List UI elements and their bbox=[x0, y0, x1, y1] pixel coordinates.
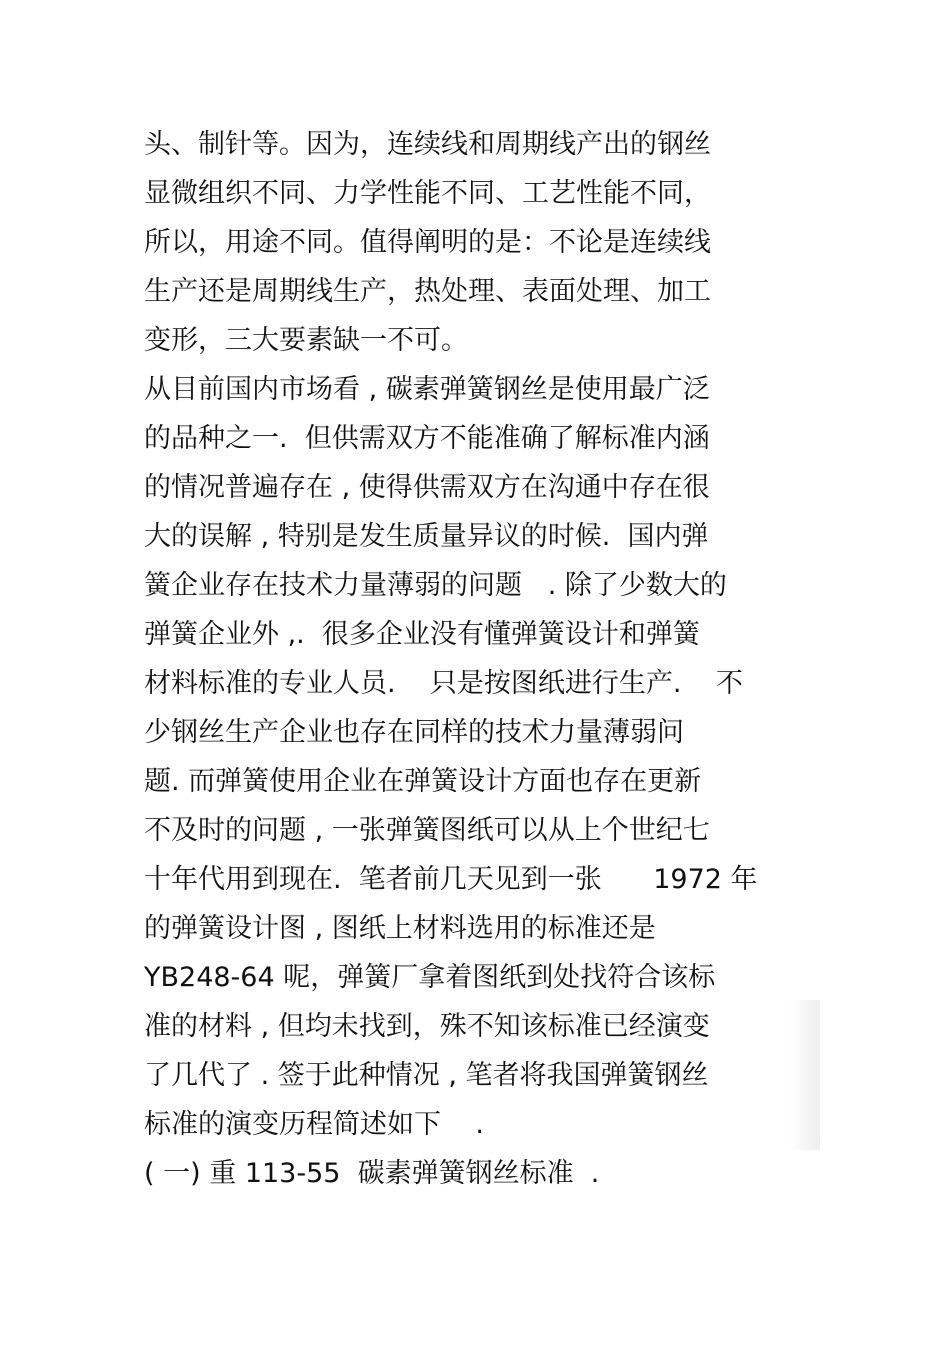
text-line: 标准的演变历程简述如下 . bbox=[144, 1109, 484, 1140]
text-line: 的弹簧设计图 , 图纸上材料选用的标准还是 bbox=[144, 913, 656, 944]
text-line: 生产还是周期线生产，热处理、表面处理、加工 bbox=[144, 276, 711, 307]
text-line: YB248-64 呢，弹簧厂拿着图纸到处找符合该标 bbox=[144, 962, 716, 993]
text-line: 显微组织不同、力学性能不同、工艺性能不同， bbox=[144, 178, 711, 209]
text-line: 头、制针等。因为，连续线和周期线产出的钢丝 bbox=[144, 129, 711, 160]
text-line: 材料标准的专业人员. 只是按图纸进行生产. 不 bbox=[144, 668, 743, 699]
text-line: 了几代了 . 签于此种情况 , 笔者将我国弹簧钢丝 bbox=[144, 1060, 709, 1091]
text-line: 少钢丝生产企业也存在同样的技术力量薄弱问 bbox=[144, 717, 684, 748]
text-line: 题. 而弹簧使用企业在弹簧设计方面也存在更新 bbox=[144, 766, 702, 797]
text-line: 所以，用途不同。值得阐明的是：不论是连续线 bbox=[144, 227, 711, 258]
text-line: 变形，三大要素缺一不可。 bbox=[144, 325, 468, 356]
text-line: 准的材料 , 但均未找到，殊不知该标准已经演变 bbox=[144, 1011, 710, 1042]
text-line: 弹簧企业外 ,. 很多企业没有懂弹簧设计和弹簧 bbox=[144, 619, 700, 650]
text-line: 的品种之一. 但供需双方不能准确了解标准内涵 bbox=[144, 423, 710, 454]
text-line: 不及时的问题 , 一张弹簧图纸可以从上个世纪七 bbox=[144, 815, 710, 846]
scan-shadow bbox=[790, 1000, 820, 1150]
text-line: 簧企业存在技术力量薄弱的问题 . 除了少数大的 bbox=[144, 570, 727, 601]
text-line: 从目前国内市场看 , 碳素弹簧钢丝是使用最广泛 bbox=[144, 374, 710, 405]
section-heading: ( 一) 重 113-55 碳素弹簧钢丝标准 . bbox=[144, 1158, 600, 1189]
text-line: 的情况普遍存在 , 使得供需双方在沟通中存在很 bbox=[144, 472, 710, 503]
text-line: 大的误解 , 特别是发生质量异议的时候. 国内弹 bbox=[144, 521, 709, 552]
text-line: 十年代用到现在. 笔者前几天见到一张 1972 年 bbox=[144, 864, 758, 895]
